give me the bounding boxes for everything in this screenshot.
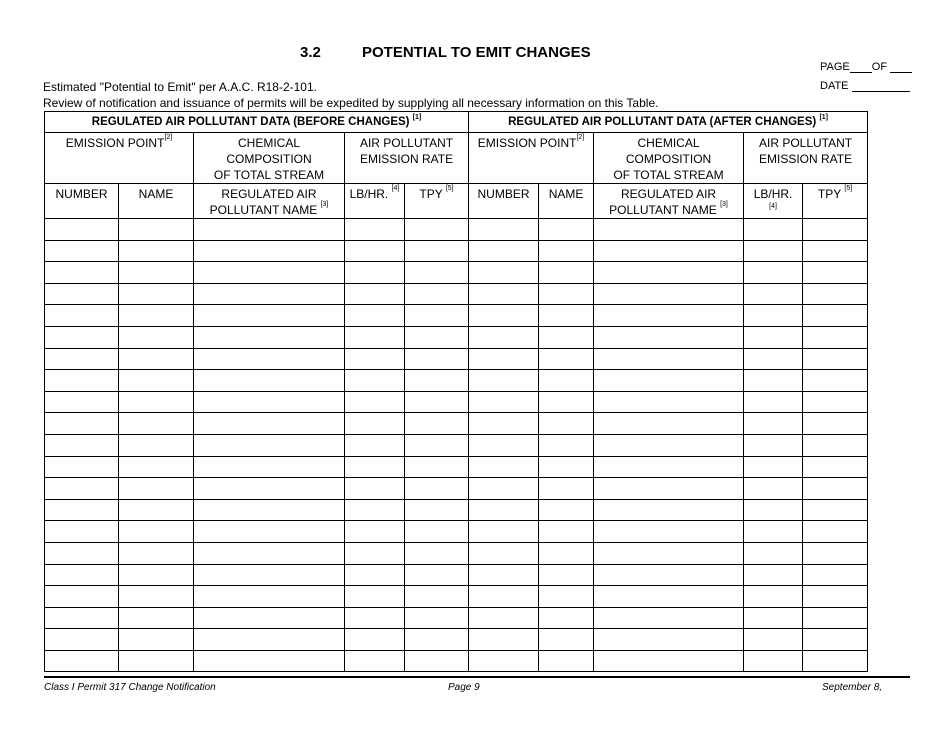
table-cell[interactable] [194,650,345,672]
table-cell[interactable] [45,262,119,284]
table-cell[interactable] [119,305,194,327]
table-cell[interactable] [345,219,405,241]
table-cell[interactable] [744,262,803,284]
table-cell[interactable] [345,413,405,435]
date-field [820,80,910,92]
table-cell[interactable] [594,499,744,521]
table-cell[interactable] [345,240,405,262]
table-cell[interactable] [803,283,868,305]
table-cell[interactable] [594,456,744,478]
table-cell[interactable] [744,564,803,586]
table-cell[interactable] [45,283,119,305]
table-cell[interactable] [539,542,594,564]
table-row [45,607,868,629]
table-cell[interactable] [803,521,868,543]
table-cell[interactable] [345,586,405,608]
table-cell[interactable] [405,348,469,370]
table-cell[interactable] [405,499,469,521]
table-cell[interactable] [803,391,868,413]
tpy-header-after: TPY [5] [803,184,868,219]
table-cell[interactable] [803,240,868,262]
table-cell[interactable] [803,413,868,435]
table-cell[interactable] [119,219,194,241]
table-cell[interactable] [194,456,345,478]
table-cell[interactable] [345,391,405,413]
table-cell[interactable] [119,348,194,370]
page-of-field [820,61,912,73]
table-cell[interactable] [45,542,119,564]
table-cell[interactable] [803,326,868,348]
lbhr-header-before: LB/HR. [4] [345,184,405,219]
table-cell[interactable] [119,499,194,521]
table-cell[interactable] [539,478,594,500]
table-cell[interactable] [594,370,744,392]
table-cell[interactable] [405,219,469,241]
table-cell[interactable] [744,348,803,370]
table-cell[interactable] [45,370,119,392]
table-row [45,413,868,435]
table-cell[interactable] [45,434,119,456]
table-cell[interactable] [803,586,868,608]
table-cell[interactable] [469,391,539,413]
table-row [45,370,868,392]
table-cell[interactable] [45,478,119,500]
table-cell[interactable] [405,370,469,392]
name-header-before: NAME [119,184,194,219]
table-cell[interactable] [119,326,194,348]
table-cell[interactable] [405,542,469,564]
table-cell[interactable] [803,629,868,651]
table-cell[interactable] [194,434,345,456]
table-cell[interactable] [744,521,803,543]
page-blank[interactable] [850,62,872,73]
table-cell[interactable] [119,521,194,543]
chemical-composition-header-after: CHEMICAL COMPOSITION OF TOTAL STREAM [594,133,744,184]
table-cell[interactable] [45,326,119,348]
table-cell[interactable] [803,478,868,500]
table-cell[interactable] [119,413,194,435]
table-cell[interactable] [194,542,345,564]
table-row [45,305,868,327]
table-cell[interactable] [405,607,469,629]
table-cell[interactable] [45,607,119,629]
table-cell[interactable] [539,348,594,370]
table-cell[interactable] [45,391,119,413]
table-cell[interactable] [803,262,868,284]
table-row [45,219,868,241]
table-cell[interactable] [45,650,119,672]
table-cell[interactable] [45,629,119,651]
table-cell[interactable] [469,240,539,262]
table-cell[interactable] [803,607,868,629]
table-cell[interactable] [803,650,868,672]
table-cell[interactable] [744,370,803,392]
table-cell[interactable] [119,607,194,629]
table-row [45,564,868,586]
table-cell[interactable] [405,413,469,435]
table-cell[interactable] [469,542,539,564]
table-cell[interactable] [45,413,119,435]
table-cell[interactable] [345,629,405,651]
table-cell[interactable] [594,219,744,241]
table-cell[interactable] [405,262,469,284]
table-cell[interactable] [194,326,345,348]
table-cell[interactable] [119,240,194,262]
table-cell[interactable] [194,521,345,543]
section-title: POTENTIAL TO EMIT CHANGES [362,44,591,61]
table-cell[interactable] [539,370,594,392]
table-cell[interactable] [469,456,539,478]
table-cell[interactable] [194,478,345,500]
section-heading [0,44,950,64]
number-header-before: NUMBER [45,184,119,219]
table-cell[interactable] [45,219,119,241]
table-cell[interactable] [45,521,119,543]
table-cell[interactable] [469,305,539,327]
table-row [45,456,868,478]
table-cell[interactable] [803,219,868,241]
emission-rate-header-after: AIR POLLUTANT EMISSION RATE [744,133,868,184]
table-cell[interactable] [469,586,539,608]
table-cell[interactable] [45,240,119,262]
table-cell[interactable] [345,456,405,478]
table-cell[interactable] [744,240,803,262]
table-cell[interactable] [594,650,744,672]
table-cell[interactable] [469,413,539,435]
table-row [45,478,868,500]
table-cell[interactable] [539,262,594,284]
table-cell[interactable] [405,326,469,348]
table-cell[interactable] [594,326,744,348]
table-row [45,629,868,651]
table-cell[interactable] [119,370,194,392]
table-cell[interactable] [194,305,345,327]
table-cell[interactable] [539,240,594,262]
table-cell[interactable] [345,478,405,500]
table-cell[interactable] [405,305,469,327]
table-cell[interactable] [539,219,594,241]
table-cell[interactable] [119,629,194,651]
table-cell[interactable] [469,521,539,543]
table-cell[interactable] [539,499,594,521]
table-cell[interactable] [594,434,744,456]
table-cell[interactable] [539,521,594,543]
table-cell[interactable] [469,564,539,586]
table-cell[interactable] [803,456,868,478]
table-cell[interactable] [469,629,539,651]
table-cell[interactable] [594,586,744,608]
table-cell[interactable] [119,434,194,456]
emission-point-header-before: EMISSION POINT[2] [45,133,194,184]
table-cell[interactable] [194,607,345,629]
table-row [45,283,868,305]
table-cell[interactable] [744,413,803,435]
table-cell[interactable] [405,586,469,608]
table-cell[interactable] [803,499,868,521]
table-cell[interactable] [803,542,868,564]
table-cell[interactable] [469,650,539,672]
table-cell[interactable] [539,607,594,629]
footer-date: September 8, [822,682,883,693]
table-cell[interactable] [539,413,594,435]
table-cell[interactable] [194,564,345,586]
table-cell[interactable] [594,629,744,651]
tpy-header-before: TPY [5] [405,184,469,219]
table-cell[interactable] [345,650,405,672]
table-cell[interactable] [119,586,194,608]
table-cell[interactable] [345,326,405,348]
table-cell[interactable] [194,262,345,284]
table-cell[interactable] [594,542,744,564]
table-row [45,650,868,672]
table-cell[interactable] [405,650,469,672]
date-blank[interactable] [852,81,910,92]
table-cell[interactable] [345,262,405,284]
table-row [45,391,868,413]
table-cell[interactable] [405,478,469,500]
table-cell[interactable] [345,521,405,543]
table-row [45,542,868,564]
table-cell[interactable] [539,391,594,413]
table-cell[interactable] [45,456,119,478]
table-cell[interactable] [744,650,803,672]
page-label: PAGE [820,61,850,73]
table-cell[interactable] [194,586,345,608]
table-cell[interactable] [119,391,194,413]
name-header-after: NAME [539,184,594,219]
table-cell[interactable] [744,607,803,629]
table-cell[interactable] [345,283,405,305]
table-cell[interactable] [744,434,803,456]
table-cell[interactable] [469,262,539,284]
table-cell[interactable] [119,262,194,284]
table-cell[interactable] [594,240,744,262]
table-cell[interactable] [469,607,539,629]
table-row [45,499,868,521]
table-cell[interactable] [345,348,405,370]
table-cell[interactable] [744,629,803,651]
table-cell[interactable] [119,456,194,478]
footer-left: Class I Permit 317 Change Notification [44,682,216,693]
table-cell[interactable] [539,283,594,305]
table-cell[interactable] [405,434,469,456]
table-row [45,348,868,370]
table-cell[interactable] [803,305,868,327]
potential-to-emit-table [44,111,868,672]
table-cell[interactable] [194,499,345,521]
table-cell[interactable] [803,348,868,370]
table-cell[interactable] [345,499,405,521]
table-cell[interactable] [744,391,803,413]
after-changes-header: REGULATED AIR POLLUTANT DATA (AFTER CHANGES) [1] [469,112,868,133]
table-cell[interactable] [744,305,803,327]
table-cell[interactable] [594,391,744,413]
table-cell[interactable] [119,650,194,672]
table-cell[interactable] [194,240,345,262]
table-cell[interactable] [744,586,803,608]
table-cell[interactable] [345,564,405,586]
table-cell[interactable] [594,283,744,305]
table-cell[interactable] [345,305,405,327]
table-cell[interactable] [594,564,744,586]
table-cell[interactable] [469,326,539,348]
emission-point-header-after: EMISSION POINT[2] [469,133,594,184]
table-cell[interactable] [744,283,803,305]
table-body [45,219,868,672]
table-cell[interactable] [539,586,594,608]
table-cell[interactable] [744,478,803,500]
table-cell[interactable] [194,283,345,305]
table-cell[interactable] [345,607,405,629]
section-number: 3.2 [300,44,321,61]
table-cell[interactable] [345,434,405,456]
table-cell[interactable] [405,564,469,586]
table-cell[interactable] [744,499,803,521]
table-cell[interactable] [45,305,119,327]
table-cell[interactable] [803,370,868,392]
footer-rule [44,676,910,678]
before-changes-header: REGULATED AIR POLLUTANT DATA (BEFORE CHANGES) [1] [45,112,469,133]
number-header-after: NUMBER [469,184,539,219]
table-cell[interactable] [469,434,539,456]
table-cell[interactable] [405,629,469,651]
table-cell[interactable] [45,564,119,586]
table-cell[interactable] [539,434,594,456]
table-cell[interactable] [469,478,539,500]
table-cell[interactable] [594,348,744,370]
pollutant-name-header-after: REGULATED AIR POLLUTANT NAME [3] [594,184,744,219]
lbhr-header-after: LB/HR. [4] [744,184,803,219]
table-cell[interactable] [539,456,594,478]
table-row [45,326,868,348]
intro-line-2: Review of notification and issuance of permits will be expedited by supplying all necessary information on this Table. [43,96,659,110]
table-row [45,521,868,543]
table-cell[interactable] [744,326,803,348]
table-cell[interactable] [119,283,194,305]
table-cell[interactable] [45,586,119,608]
intro-line-1: Estimated "Potential to Emit" per A.A.C. R18-2-101. [43,80,317,94]
table-cell[interactable] [594,413,744,435]
table-cell[interactable] [469,499,539,521]
table-cell[interactable] [45,499,119,521]
table-cell[interactable] [539,629,594,651]
table-cell[interactable] [405,521,469,543]
table-cell[interactable] [539,564,594,586]
footer-page: Page 9 [448,682,480,693]
table-cell[interactable] [194,348,345,370]
emission-rate-header-before: AIR POLLUTANT EMISSION RATE [345,133,469,184]
pollutant-name-header-before: REGULATED AIR POLLUTANT NAME [3] [194,184,345,219]
table-cell[interactable] [539,305,594,327]
table-cell[interactable] [744,542,803,564]
table-cell[interactable] [194,219,345,241]
table-cell[interactable] [194,370,345,392]
table-cell[interactable] [194,413,345,435]
table-cell[interactable] [345,542,405,564]
table-cell[interactable] [469,219,539,241]
table-cell[interactable] [119,478,194,500]
table-cell[interactable] [405,456,469,478]
chemical-composition-header-before: CHEMICAL COMPOSITION OF TOTAL STREAM [194,133,345,184]
table-cell[interactable] [405,391,469,413]
table-cell[interactable] [594,305,744,327]
of-blank[interactable] [890,62,912,73]
table-cell[interactable] [594,262,744,284]
table-cell[interactable] [803,564,868,586]
table-row [45,240,868,262]
table-cell[interactable] [469,283,539,305]
table-row [45,434,868,456]
date-label: DATE [820,80,849,92]
table-cell[interactable] [45,348,119,370]
table-cell[interactable] [539,326,594,348]
table-cell[interactable] [194,629,345,651]
table-row [45,586,868,608]
table-cell[interactable] [119,542,194,564]
table-cell[interactable] [744,456,803,478]
table-cell[interactable] [194,391,345,413]
table-cell[interactable] [405,283,469,305]
table-cell[interactable] [345,370,405,392]
table-cell[interactable] [119,564,194,586]
table-cell[interactable] [469,370,539,392]
table-row [45,262,868,284]
of-label: OF [871,61,888,73]
table-cell[interactable] [405,240,469,262]
table-cell[interactable] [539,650,594,672]
table-cell[interactable] [594,521,744,543]
table-cell[interactable] [594,478,744,500]
table-cell[interactable] [594,607,744,629]
table-cell[interactable] [744,219,803,241]
table-cell[interactable] [469,348,539,370]
table-cell[interactable] [803,434,868,456]
